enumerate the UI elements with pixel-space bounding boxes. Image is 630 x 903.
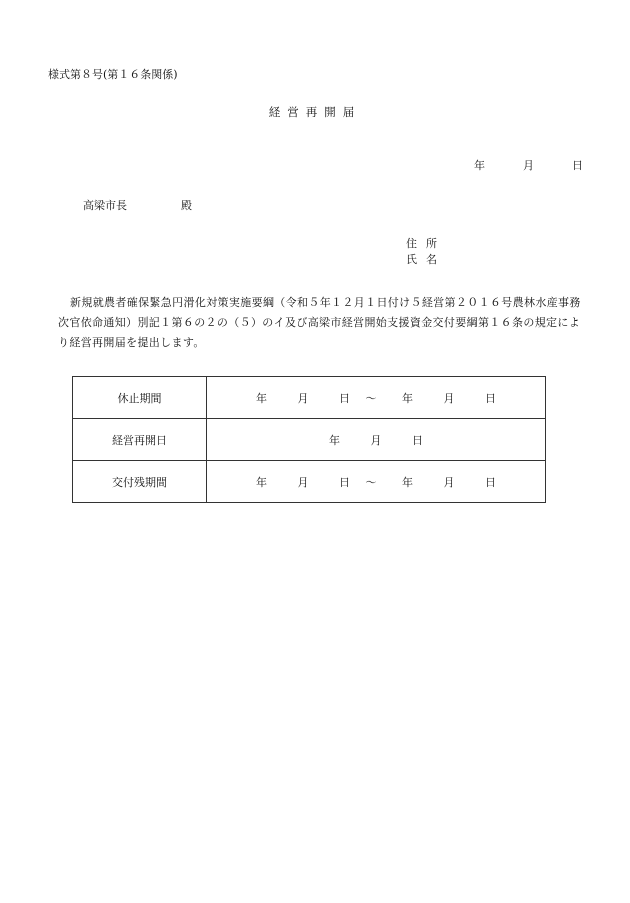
end-month: 月 bbox=[443, 391, 455, 405]
form-number: 様式第８号(第１６条関係) bbox=[48, 68, 178, 81]
resumption-day: 日 bbox=[412, 433, 423, 447]
suspension-period-label: 休止期間 bbox=[73, 377, 207, 419]
resumption-date-label: 経営再開日 bbox=[73, 419, 207, 461]
start-day: 日 bbox=[339, 391, 350, 405]
resumption-year: 年 bbox=[329, 433, 340, 447]
start-month: 月 bbox=[297, 391, 309, 405]
date-year-label: 年 bbox=[474, 159, 485, 172]
body-paragraph: 新規就農者確保緊急円滑化対策実施要綱（令和５年１２月１日付け５経営第２０１６号農林水産事務次官依命通知）別記１第６の２の（５）のイ及び高梁市経営開始支援資金交付要綱第１６条の規定により経営再開届を提出します。 bbox=[58, 296, 581, 349]
date-month-label: 月 bbox=[523, 159, 534, 172]
end-year: 年 bbox=[402, 391, 413, 405]
suspension-period-value bbox=[207, 377, 546, 419]
document-title: 経営再開届 bbox=[268, 105, 362, 119]
end-month: 月 bbox=[443, 475, 455, 489]
range-separator: ～ bbox=[365, 475, 377, 489]
end-day: 日 bbox=[485, 391, 496, 405]
remaining-period-value bbox=[207, 461, 546, 503]
sender-name-label: 氏名 bbox=[406, 253, 446, 266]
resumption-month: 月 bbox=[370, 433, 382, 447]
start-year: 年 bbox=[256, 391, 267, 405]
table-row-remaining-period bbox=[73, 461, 546, 503]
range-separator: ～ bbox=[365, 391, 377, 405]
info-table bbox=[72, 376, 546, 503]
period-range bbox=[256, 390, 496, 406]
sender-address-label: 住所 bbox=[406, 237, 446, 250]
start-day: 日 bbox=[339, 475, 350, 489]
addressee-honorific: 殿 bbox=[181, 199, 192, 212]
table-row-suspension-period bbox=[73, 377, 546, 419]
start-month: 月 bbox=[297, 475, 309, 489]
period-range bbox=[256, 474, 496, 490]
date-value bbox=[329, 432, 423, 448]
date-day-label: 日 bbox=[572, 159, 583, 172]
start-year: 年 bbox=[256, 475, 267, 489]
addressee-name: 高梁市長 bbox=[83, 199, 127, 212]
end-day: 日 bbox=[485, 475, 496, 489]
remaining-period-label: 交付残期間 bbox=[73, 461, 207, 503]
end-year: 年 bbox=[402, 475, 413, 489]
resumption-date-value bbox=[207, 419, 546, 461]
table-row-resumption-date bbox=[73, 419, 546, 461]
